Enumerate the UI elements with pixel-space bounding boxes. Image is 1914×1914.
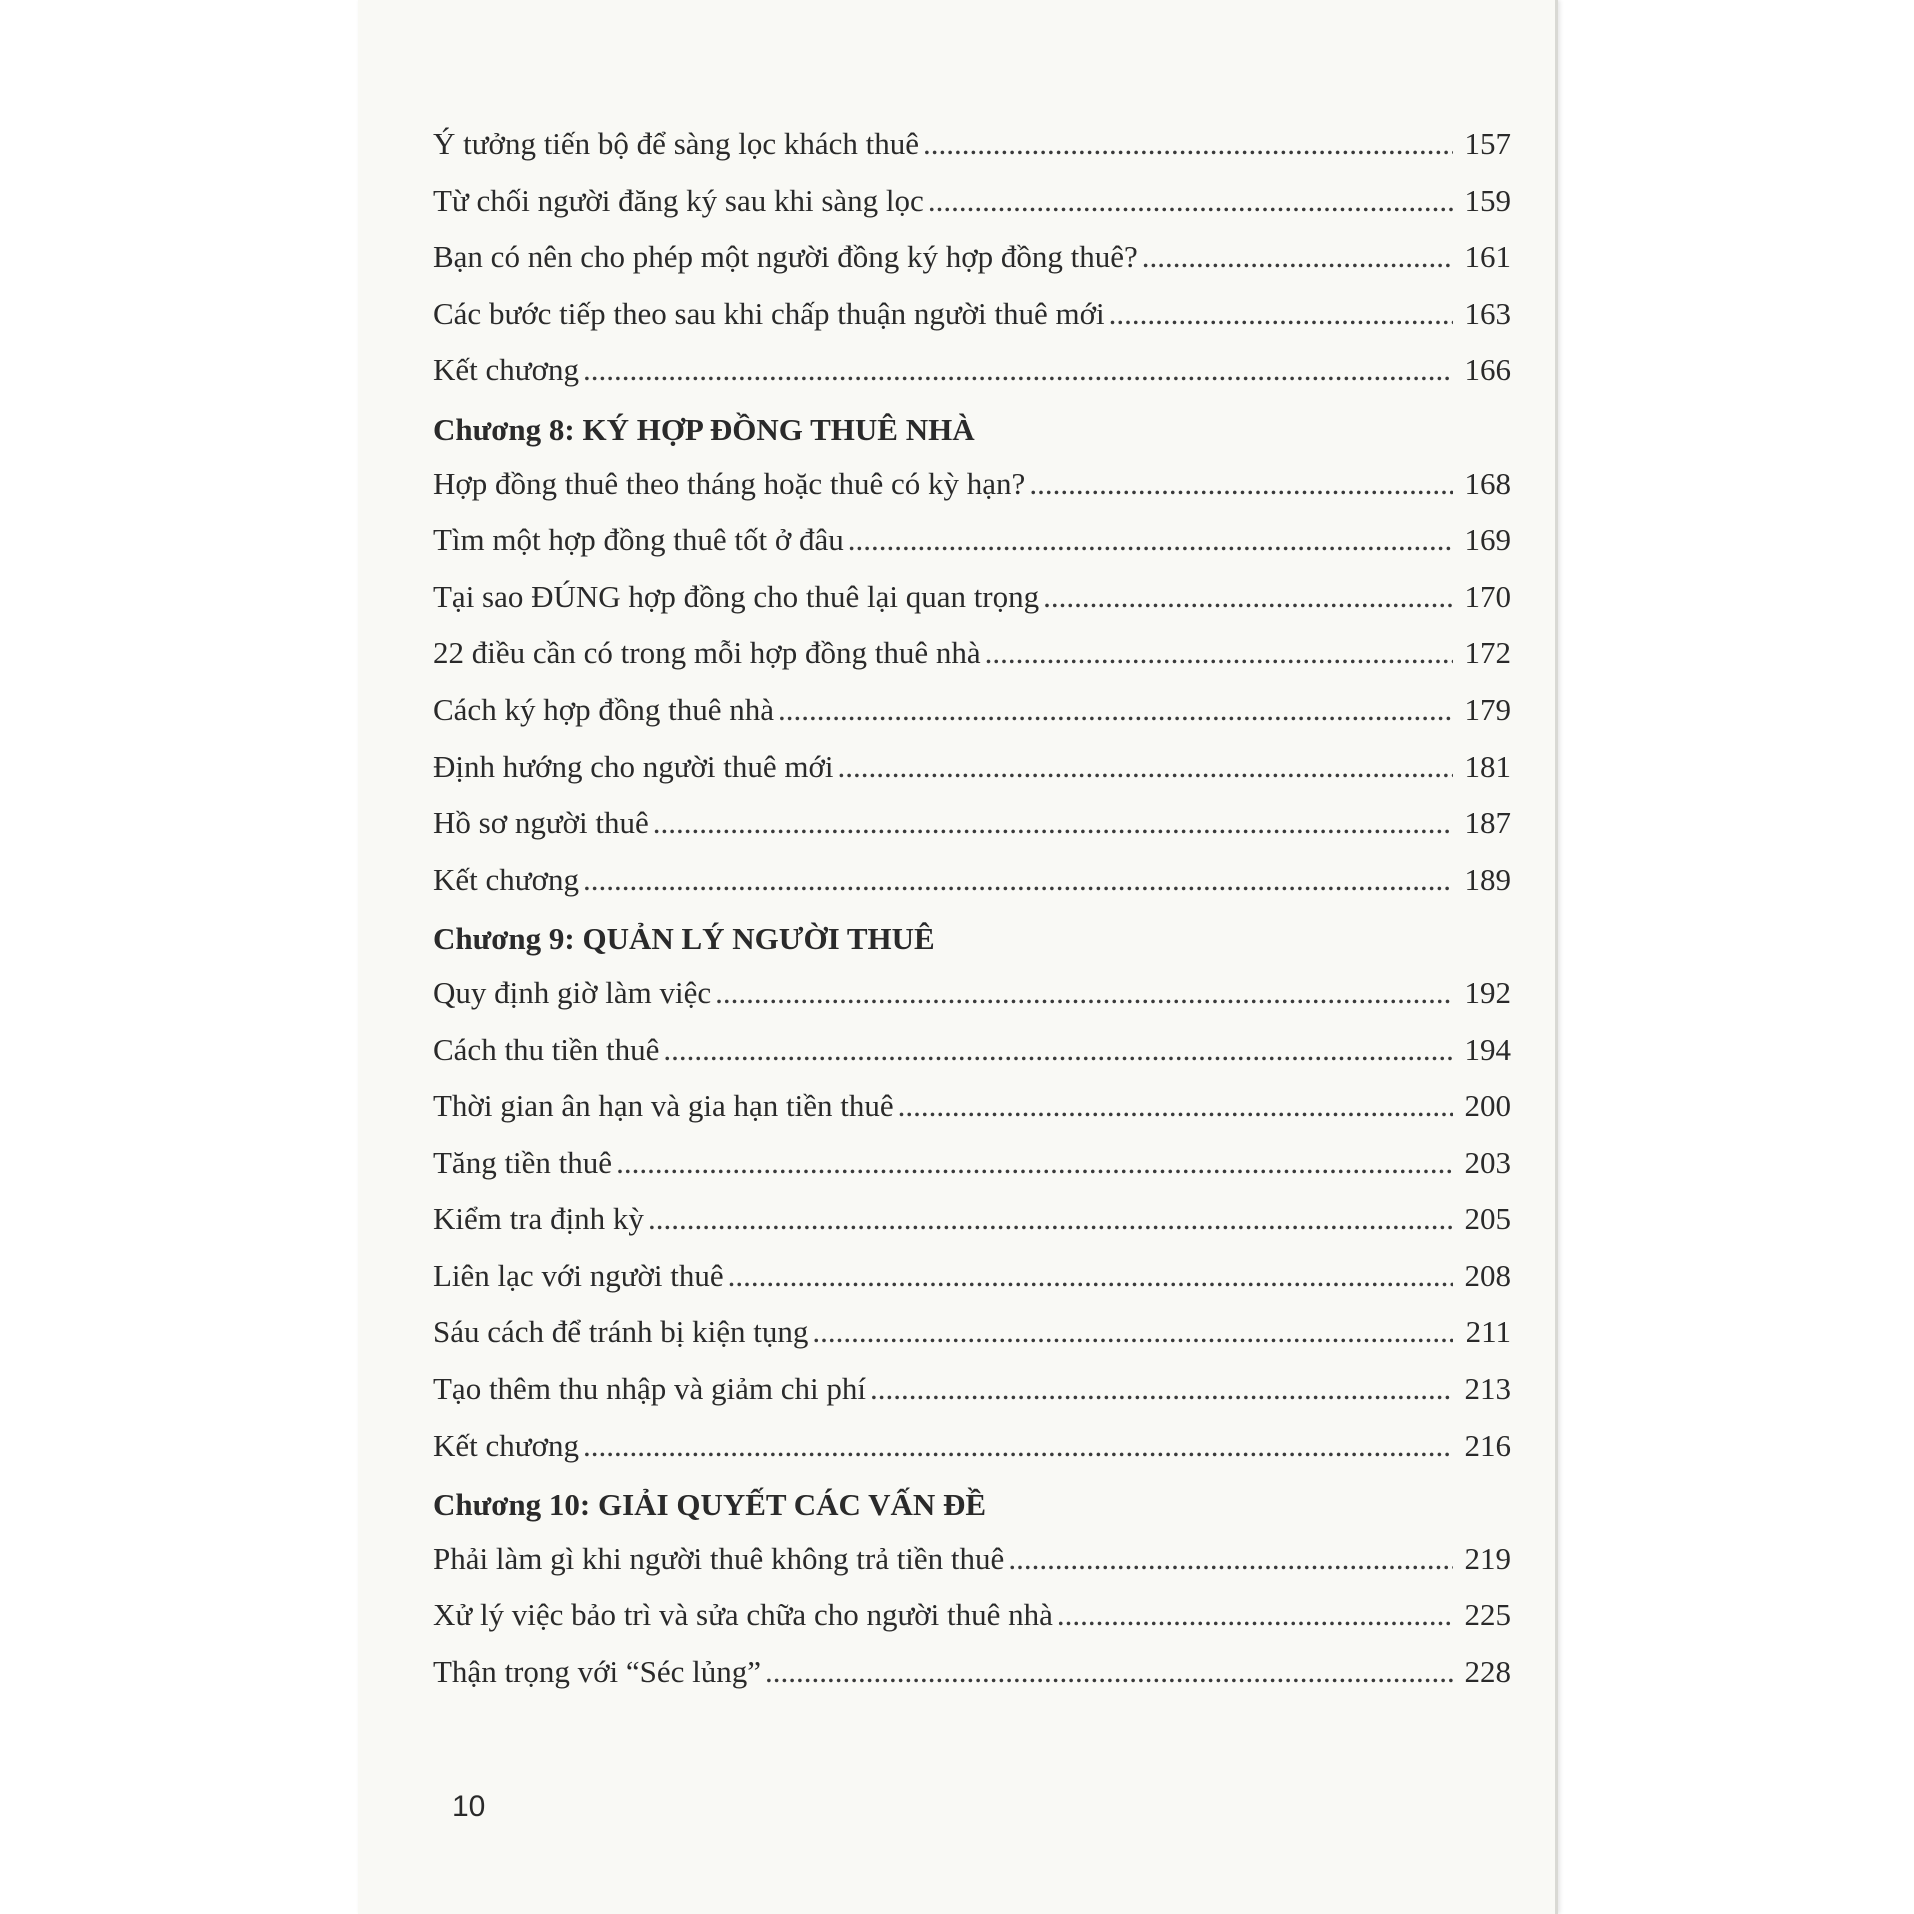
toc-entry-page: 219	[1464, 1540, 1511, 1576]
toc-entry	[433, 512, 1511, 569]
toc-entry	[433, 682, 1511, 739]
toc-entry-page: 172	[1464, 635, 1511, 671]
toc-entry-title: Thận trọng với “Séc lủng”	[433, 1654, 762, 1690]
dot-leader	[648, 1191, 1453, 1248]
toc-entry-title: Phải làm gì khi người thuê không trả tiền thuê	[433, 1540, 1005, 1576]
toc-entry-page: 228	[1464, 1654, 1511, 1690]
dot-leader	[728, 1248, 1453, 1305]
toc-entry-page: 211	[1465, 1314, 1511, 1350]
toc-entry-page: 159	[1464, 182, 1511, 218]
dot-leader	[1008, 1531, 1453, 1588]
toc-entry-page: 200	[1464, 1088, 1511, 1124]
toc-entry-page: 169	[1464, 522, 1511, 558]
toc-entry	[433, 173, 1511, 230]
toc-entry	[433, 1361, 1511, 1418]
toc-entry-page: 166	[1464, 352, 1511, 388]
toc-entry-page: 205	[1464, 1201, 1511, 1237]
toc-entry	[433, 852, 1511, 909]
toc-entry-page: 187	[1464, 805, 1511, 841]
dot-leader	[583, 342, 1453, 399]
toc-entry	[433, 1135, 1511, 1192]
dot-leader	[583, 852, 1453, 909]
chapter-heading: Chương 9: QUẢN LÝ NGƯỜI THUÊ	[433, 921, 935, 957]
toc-entry	[433, 1304, 1511, 1361]
table-of-contents	[433, 116, 1511, 1701]
toc-entry-title: 22 điều cần có trong mỗi hợp đồng thuê nhà	[433, 635, 981, 671]
toc-entry-page: 208	[1464, 1257, 1511, 1293]
dot-leader	[765, 1644, 1453, 1701]
toc-entry-page: 181	[1464, 748, 1511, 784]
dot-leader	[1029, 456, 1453, 513]
toc-entry-title: Thời gian ân hạn và gia hạn tiền thuê	[433, 1088, 894, 1124]
toc-entry-title: Tìm một hợp đồng thuê tốt ở đâu	[433, 522, 844, 558]
toc-entry	[433, 965, 1511, 1022]
toc-entry-title: Liên lạc với người thuê	[433, 1257, 724, 1293]
toc-entry-title: Xử lý việc bảo trì và sửa chữa cho người thuê nhà	[433, 1597, 1053, 1633]
toc-entry	[433, 1418, 1511, 1475]
toc-entry	[433, 1248, 1511, 1305]
dot-leader	[1057, 1587, 1453, 1644]
toc-entry-title: Kiểm tra định kỳ	[433, 1201, 644, 1237]
toc-entry-title: Quy định giờ làm việc	[433, 974, 712, 1010]
toc-entry-title: Hồ sơ người thuê	[433, 805, 649, 841]
dot-leader	[1142, 229, 1453, 286]
toc-entry-title: Kết chương	[433, 861, 579, 897]
toc-entry-title: Tăng tiền thuê	[433, 1144, 613, 1180]
dot-leader	[1109, 286, 1453, 343]
toc-entry	[433, 625, 1511, 682]
toc-entry-title: Từ chối người đăng ký sau khi sàng lọc	[433, 182, 924, 218]
toc-entry-title: Cách thu tiền thuê	[433, 1031, 660, 1067]
toc-entry	[433, 229, 1511, 286]
chapter-heading: Chương 10: GIẢI QUYẾT CÁC VẤN ĐỀ	[433, 1487, 987, 1523]
toc-entry-title: Tạo thêm thu nhập và giảm chi phí	[433, 1371, 867, 1407]
toc-entry	[433, 456, 1511, 513]
toc-entry-title: Ý tưởng tiến bộ để sàng lọc khách thuê	[433, 126, 920, 161]
dot-leader	[616, 1135, 1453, 1192]
dot-leader	[1043, 569, 1453, 626]
toc-entry-page: 170	[1464, 578, 1511, 614]
toc-entry	[433, 1644, 1511, 1701]
toc-entry-page: 192	[1464, 974, 1511, 1010]
dot-leader	[928, 173, 1453, 230]
page-number: 10	[452, 1790, 486, 1823]
toc-entry-page: 157	[1464, 126, 1511, 161]
toc-entry-title: Định hướng cho người thuê mới	[433, 748, 834, 784]
toc-entry-title: Kết chương	[433, 1427, 579, 1463]
dot-leader	[848, 512, 1453, 569]
toc-entry-title: Hợp đồng thuê theo tháng hoặc thuê có kỳ hạn?	[433, 465, 1026, 501]
dot-leader	[870, 1361, 1453, 1418]
toc-entry-page: 216	[1464, 1427, 1511, 1463]
toc-entry	[433, 739, 1511, 796]
toc-entry	[433, 795, 1511, 852]
toc-entry-title: Cách ký hợp đồng thuê nhà	[433, 691, 774, 727]
chapter-heading: Chương 8: KÝ HỢP ĐỒNG THUÊ NHÀ	[433, 411, 975, 447]
toc-entry-title: Kết chương	[433, 352, 579, 388]
toc-entry-page: 161	[1464, 239, 1511, 275]
dot-leader	[838, 739, 1453, 796]
toc-entry-title: Sáu cách để tránh bị kiện tụng	[433, 1314, 809, 1350]
dot-leader	[985, 625, 1453, 682]
dot-leader	[583, 1418, 1453, 1475]
toc-entry	[433, 116, 1511, 173]
dot-leader	[715, 965, 1453, 1022]
toc-entry-page: 203	[1464, 1144, 1511, 1180]
toc-entry-page: 194	[1464, 1031, 1511, 1067]
dot-leader	[898, 1078, 1453, 1135]
toc-entry-page: 168	[1464, 465, 1511, 501]
toc-entry	[433, 1022, 1511, 1079]
toc-entry	[433, 569, 1511, 626]
toc-entry	[433, 342, 1511, 399]
toc-entry-page: 225	[1464, 1597, 1511, 1633]
toc-entry	[433, 286, 1511, 343]
toc-entry	[433, 1191, 1511, 1248]
page-edge	[1555, 0, 1558, 1914]
dot-leader	[663, 1022, 1453, 1079]
toc-entry-title: Tại sao ĐÚNG hợp đồng cho thuê lại quan trọng	[433, 578, 1040, 614]
toc-entry-page: 189	[1464, 861, 1511, 897]
toc-entry	[433, 1078, 1511, 1135]
toc-entry-title: Bạn có nên cho phép một người đồng ký hợp đồng thuê?	[433, 239, 1138, 275]
toc-entry	[433, 1587, 1511, 1644]
toc-entry-page: 179	[1464, 691, 1511, 727]
toc-entry	[433, 1531, 1511, 1588]
dot-leader	[778, 682, 1453, 739]
dot-leader	[812, 1304, 1453, 1361]
toc-entry-page: 213	[1464, 1371, 1511, 1407]
dot-leader	[653, 795, 1453, 852]
toc-entry-title: Các bước tiếp theo sau khi chấp thuận người thuê mới	[433, 295, 1105, 331]
dot-leader	[923, 116, 1453, 173]
toc-entry-page: 163	[1464, 295, 1511, 331]
